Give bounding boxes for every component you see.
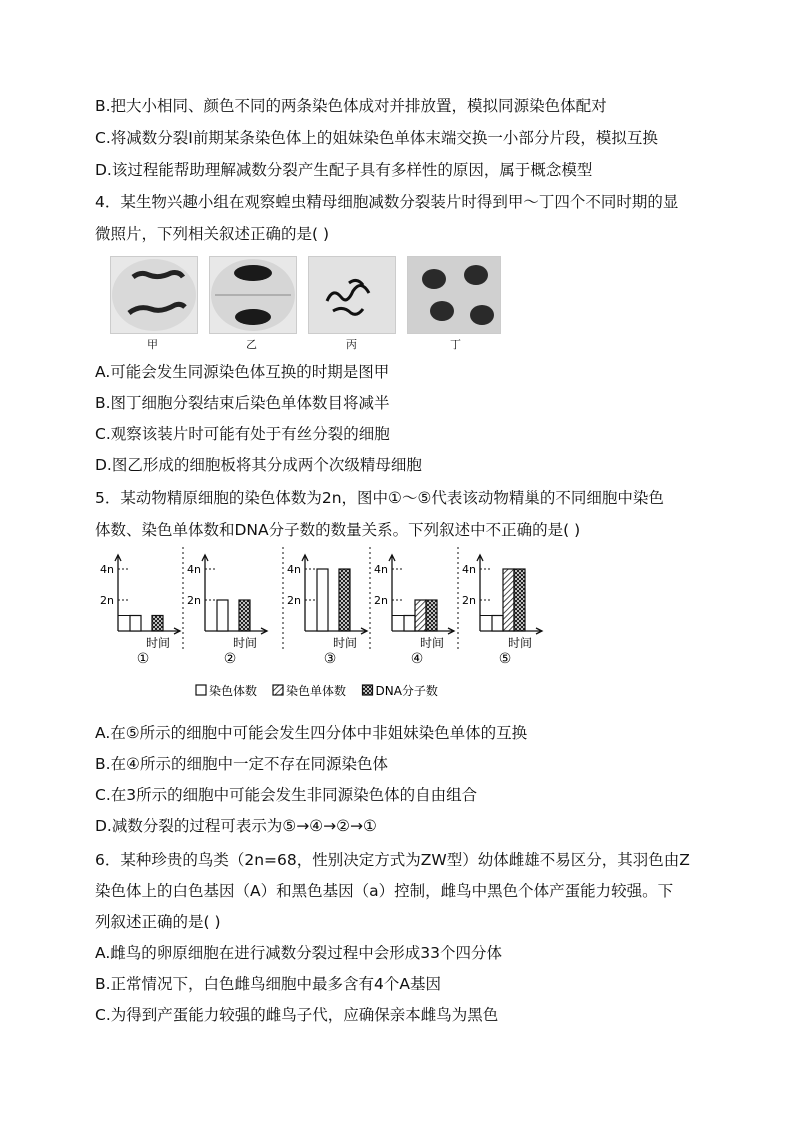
x-axis-label: 时间 — [332, 636, 358, 650]
bar-chromosome — [130, 616, 141, 632]
q6-option-b: B.正常情况下，白色雌鸟细胞中最多含有4个A基因 — [95, 975, 442, 993]
q5-option-d: D.减数分裂的过程可表示为⑤→④→②→① — [95, 817, 377, 835]
q5-option-c: C.在3所示的细胞中可能会发生非同源染色体的自由组合 — [95, 786, 478, 804]
q5-stem-2: 体数、染色单体数和DNA分子数的数量关系。下列叙述中不正确的是( ) — [95, 521, 581, 539]
y-tick-label: 4n — [187, 563, 201, 576]
bar-chromosome — [404, 616, 415, 632]
q4-option-a: A.可能会发生同源染色体互换的时期是图甲 — [95, 363, 390, 381]
bar-chromatid — [503, 569, 514, 631]
q6-option-c: C.为得到产蛋能力较强的雌鸟子代，应确保亲本雌鸟为黑色 — [95, 1006, 499, 1024]
panel-label: ④ — [410, 651, 424, 667]
q4-option-b: B.图丁细胞分裂结束后染色单体数目将减半 — [95, 394, 390, 412]
q4-stem-1: 4．某生物兴趣小组在观察蝗虫精母细胞减数分裂装片时得到甲～丁四个不同时期的显 — [95, 193, 679, 211]
label-bing: 丙 — [346, 338, 357, 351]
q3-option-b: B.把大小相同、颜色不同的两条染色体成对并排放置，模拟同源染色体配对 — [95, 97, 607, 115]
bar-dna — [239, 600, 250, 631]
bar-chart-figure — [0, 545, 794, 715]
legend-label: DNA分子数 — [375, 684, 438, 698]
y-tick-label: 4n — [100, 563, 114, 576]
legend-swatch — [273, 685, 283, 695]
label-jia: 甲 — [147, 338, 158, 351]
q4-stem-2: 微照片，下列相关叙述正确的是( ) — [95, 225, 330, 243]
bar-dna — [426, 600, 437, 631]
micrograph-yi — [209, 256, 297, 334]
y-tick-label: 4n — [374, 563, 388, 576]
q3-option-d: D.该过程能帮助理解减数分裂产生配子具有多样性的原因，属于概念模型 — [95, 161, 593, 179]
y-tick-label: 2n — [187, 594, 201, 607]
q6-stem-1: 6．某种珍贵的鸟类（2n=68，性别决定方式为ZW型）幼体雌雄不易区分，其羽色由Z — [95, 851, 690, 869]
micrograph-ding — [407, 256, 501, 334]
y-tick-label: 4n — [462, 563, 476, 576]
q4-option-c: C.观察该装片时可能有处于有丝分裂的细胞 — [95, 425, 390, 443]
bar-dna — [514, 569, 525, 631]
q5-option-b: B.在④所示的细胞中一定不存在同源染色体 — [95, 755, 388, 773]
bar-chromosome — [492, 616, 503, 632]
q6-option-a: A.雌鸟的卵原细胞在进行减数分裂过程中会形成33个四分体 — [95, 944, 502, 962]
x-axis-label: 时间 — [232, 636, 258, 650]
panel-label: ⑤ — [498, 651, 512, 667]
panel-label: ② — [223, 651, 237, 667]
x-axis-label: 时间 — [507, 636, 533, 650]
legend-label: 染色体数 — [209, 684, 258, 698]
q6-stem-2: 染色体上的白色基因（A）和黑色基因（a）控制，雌鸟中黑色个体产蛋能力较强。下 — [95, 882, 674, 900]
x-axis-label: 时间 — [145, 636, 171, 650]
y-tick-label: 2n — [462, 594, 476, 607]
q6-stem-3: 列叙述正确的是( ) — [95, 913, 221, 931]
label-yi: 乙 — [246, 338, 257, 351]
x-axis-label: 时间 — [419, 636, 445, 650]
micrograph-bing — [308, 256, 396, 334]
q5-stem-1: 5．某动物精原细胞的染色体数为2n，图中①～⑤代表该动物精巢的不同细胞中染色 — [95, 489, 664, 507]
panel-label: ① — [136, 651, 150, 667]
panel-label: ③ — [323, 651, 337, 667]
legend-swatch — [196, 685, 206, 695]
bar-chromosome — [217, 600, 228, 631]
q5-option-a: A.在⑤所示的细胞中可能会发生四分体中非姐妹染色单体的互换 — [95, 724, 528, 742]
y-tick-label: 4n — [287, 563, 301, 576]
y-tick-label: 2n — [374, 594, 388, 607]
y-tick-label: 2n — [287, 594, 301, 607]
bar-chromosome — [317, 569, 328, 631]
bar-chromatid — [415, 600, 426, 631]
q4-option-d: D.图乙形成的细胞板将其分成两个次级精母细胞 — [95, 456, 422, 474]
y-tick-label: 2n — [100, 594, 114, 607]
legend-label: 染色单体数 — [286, 684, 347, 698]
q3-option-c: C.将减数分裂Ⅰ前期某条染色体上的姐妹染色单体末端交换一小部分片段，模拟互换 — [95, 129, 658, 147]
bar-dna — [339, 569, 350, 631]
micrograph-jia — [110, 256, 198, 334]
bar-dna — [152, 616, 163, 632]
legend-swatch — [363, 685, 373, 695]
label-ding: 丁 — [450, 338, 461, 351]
